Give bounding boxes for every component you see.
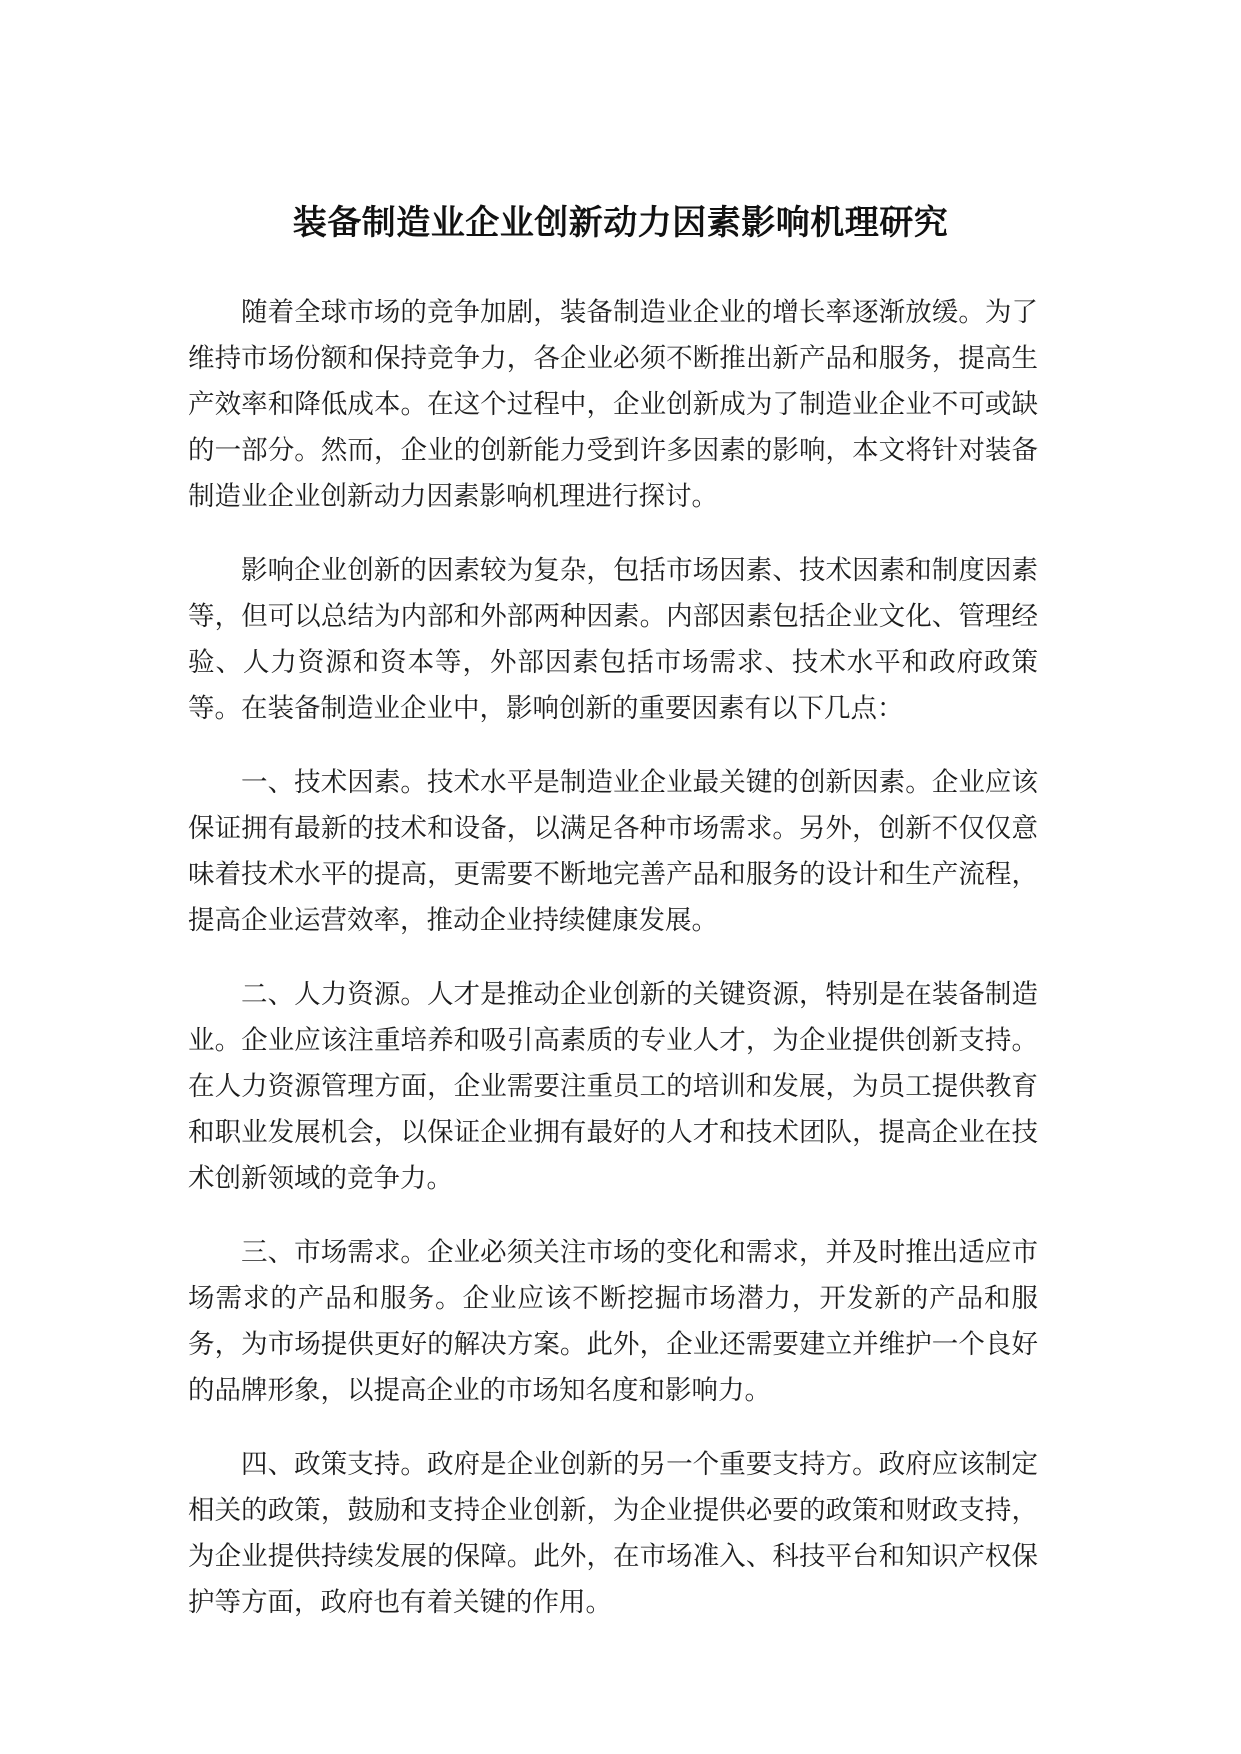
paragraph-policy-support: 四、政策支持。政府是企业创新的另一个重要支持方。政府应该制定相关的政策，鼓励和支持企业创新，为企业提供必要的政策和财政支持，为企业提供持续发展的保障。此外，在市场准入、科技平台和知识产权保护等方面，政府也有着关键的作用。 bbox=[188, 1449, 1038, 1618]
paragraph-market-demand: 三、市场需求。企业必须关注市场的变化和需求，并及时推出适应市场需求的产品和服务。企业应该不断挖掘市场潜力，开发新的产品和服务，为市场提供更好的解决方案。此外，企业还需要建立并维护一个良好的品牌形象，以提高企业的市场知名度和影响力。 bbox=[188, 1237, 1038, 1406]
paragraph-factors-overview: 影响企业创新的因素较为复杂，包括市场因素、技术因素和制度因素等，但可以总结为内部和外部两种因素。内部因素包括企业文化、管理经验、人力资源和资本等，外部因素包括市场需求、技术水平和政府政策等。在装备制造业企业中，影响创新的重要因素有以下几点： bbox=[188, 555, 1038, 724]
paragraph-intro: 随着全球市场的竞争加剧，装备制造业企业的增长率逐渐放缓。为了维持市场份额和保持竞争力，各企业必须不断推出新产品和服务，提高生产效率和降低成本。在这个过程中，企业创新成为了制造业企业不可或缺的一部分。然而，企业的创新能力受到许多因素的影响，本文将针对装备制造业企业创新动力因素影响机理进行探讨。 bbox=[188, 297, 1038, 512]
document-title: 装备制造业企业创新动力因素影响机理研究 bbox=[292, 202, 949, 243]
paragraph-technology: 一、技术因素。技术水平是制造业企业最关键的创新因素。企业应该保证拥有最新的技术和设备，以满足各种市场需求。另外，创新不仅仅意味着技术水平的提高，更需要不断地完善产品和服务的设计和生产流程，提高企业运营效率，推动企业持续健康发展。 bbox=[188, 767, 1038, 936]
paragraph-human-resources: 二、人力资源。人才是推动企业创新的关键资源，特别是在装备制造业。企业应该注重培养和吸引高素质的专业人才，为企业提供创新支持。在人力资源管理方面，企业需要注重员工的培训和发展，为员工提供教育和职业发展机会，以保证企业拥有最好的人才和技术团队，提高企业在技术创新领域的竞争力。 bbox=[188, 979, 1038, 1194]
document-body bbox=[188, 290, 1038, 1654]
